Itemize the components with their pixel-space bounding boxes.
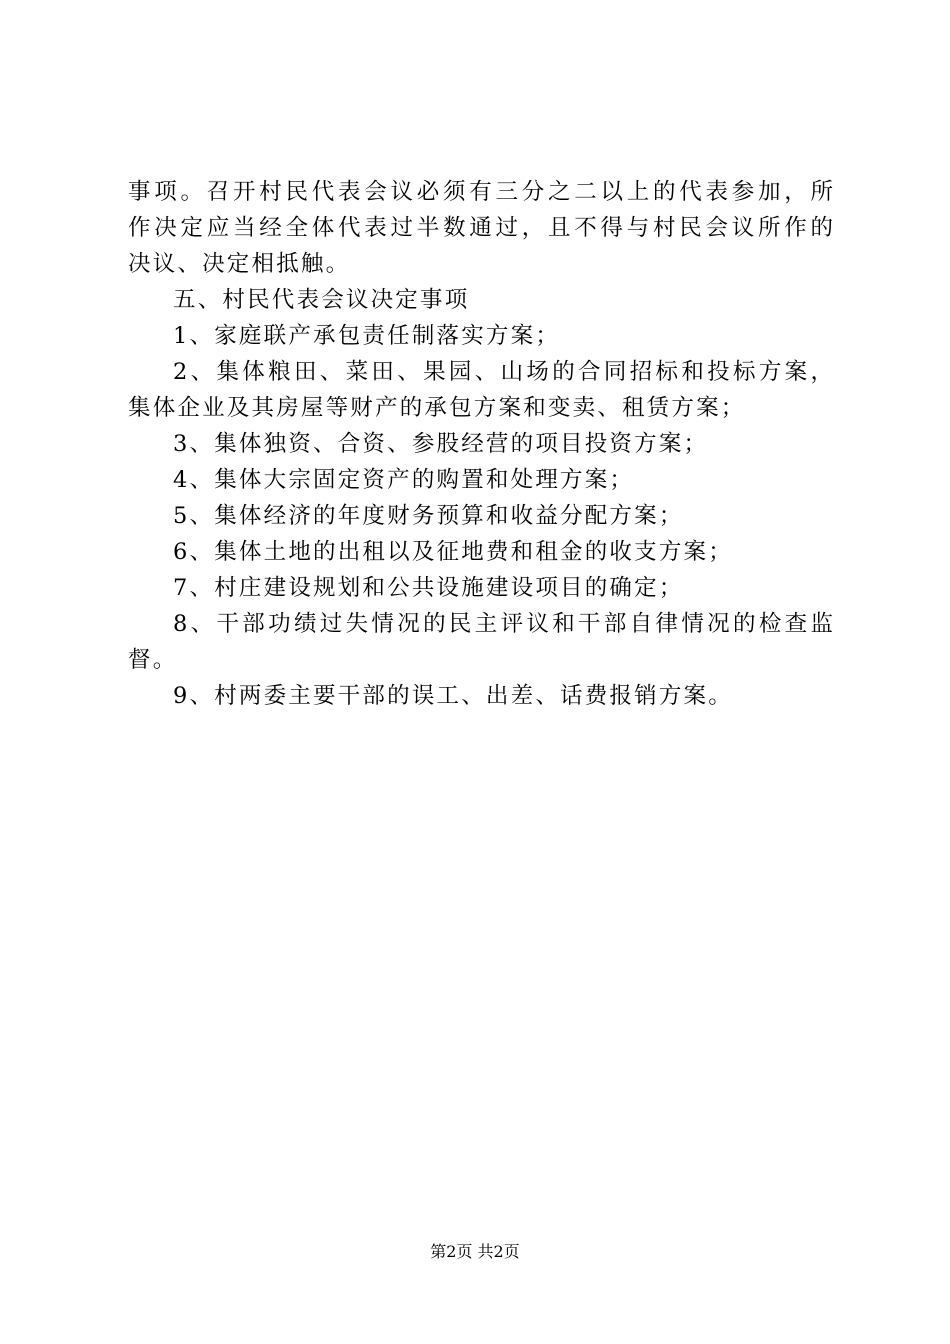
list-item: 4、集体大宗固定资产的购置和处理方案； [173, 467, 635, 493]
section-heading: 五、村民代表会议决定事项 [173, 287, 470, 313]
paragraph-line: 作决定应当经全体代表过半数通过，且不得与村民会议所作的 [128, 215, 833, 241]
list-item: 1、家庭联产承包责任制落实方案； [173, 323, 561, 349]
page-footer: 第2页 共2页 [430, 1242, 520, 1261]
document-body [128, 174, 833, 714]
list-item: 9、村两委主要干部的误工、出差、话费报销方案。 [173, 683, 733, 709]
list-item-continuation: 督。 [128, 647, 178, 673]
list-item: 8、干部功绩过失情况的民主评议和干部自律情况的检查监 [173, 611, 833, 637]
paragraph-line: 决议、决定相抵触。 [128, 251, 351, 277]
list-item: 5、集体经济的年度财务预算和收益分配方案； [173, 503, 684, 529]
list-item-continuation: 集体企业及其房屋等财产的承包方案和变卖、租赁方案； [128, 395, 746, 421]
list-item: 2、集体粮田、菜田、果园、山场的合同招标和投标方案， [173, 359, 833, 385]
list-item: 6、集体土地的出租以及征地费和租金的收支方案； [173, 539, 733, 565]
list-item: 7、村庄建设规划和公共设施建设项目的确定； [173, 575, 684, 601]
list-item: 3、集体独资、合资、参股经营的项目投资方案； [173, 431, 709, 457]
paragraph-line: 事项。召开村民代表会议必须有三分之二以上的代表参加，所 [128, 179, 833, 205]
